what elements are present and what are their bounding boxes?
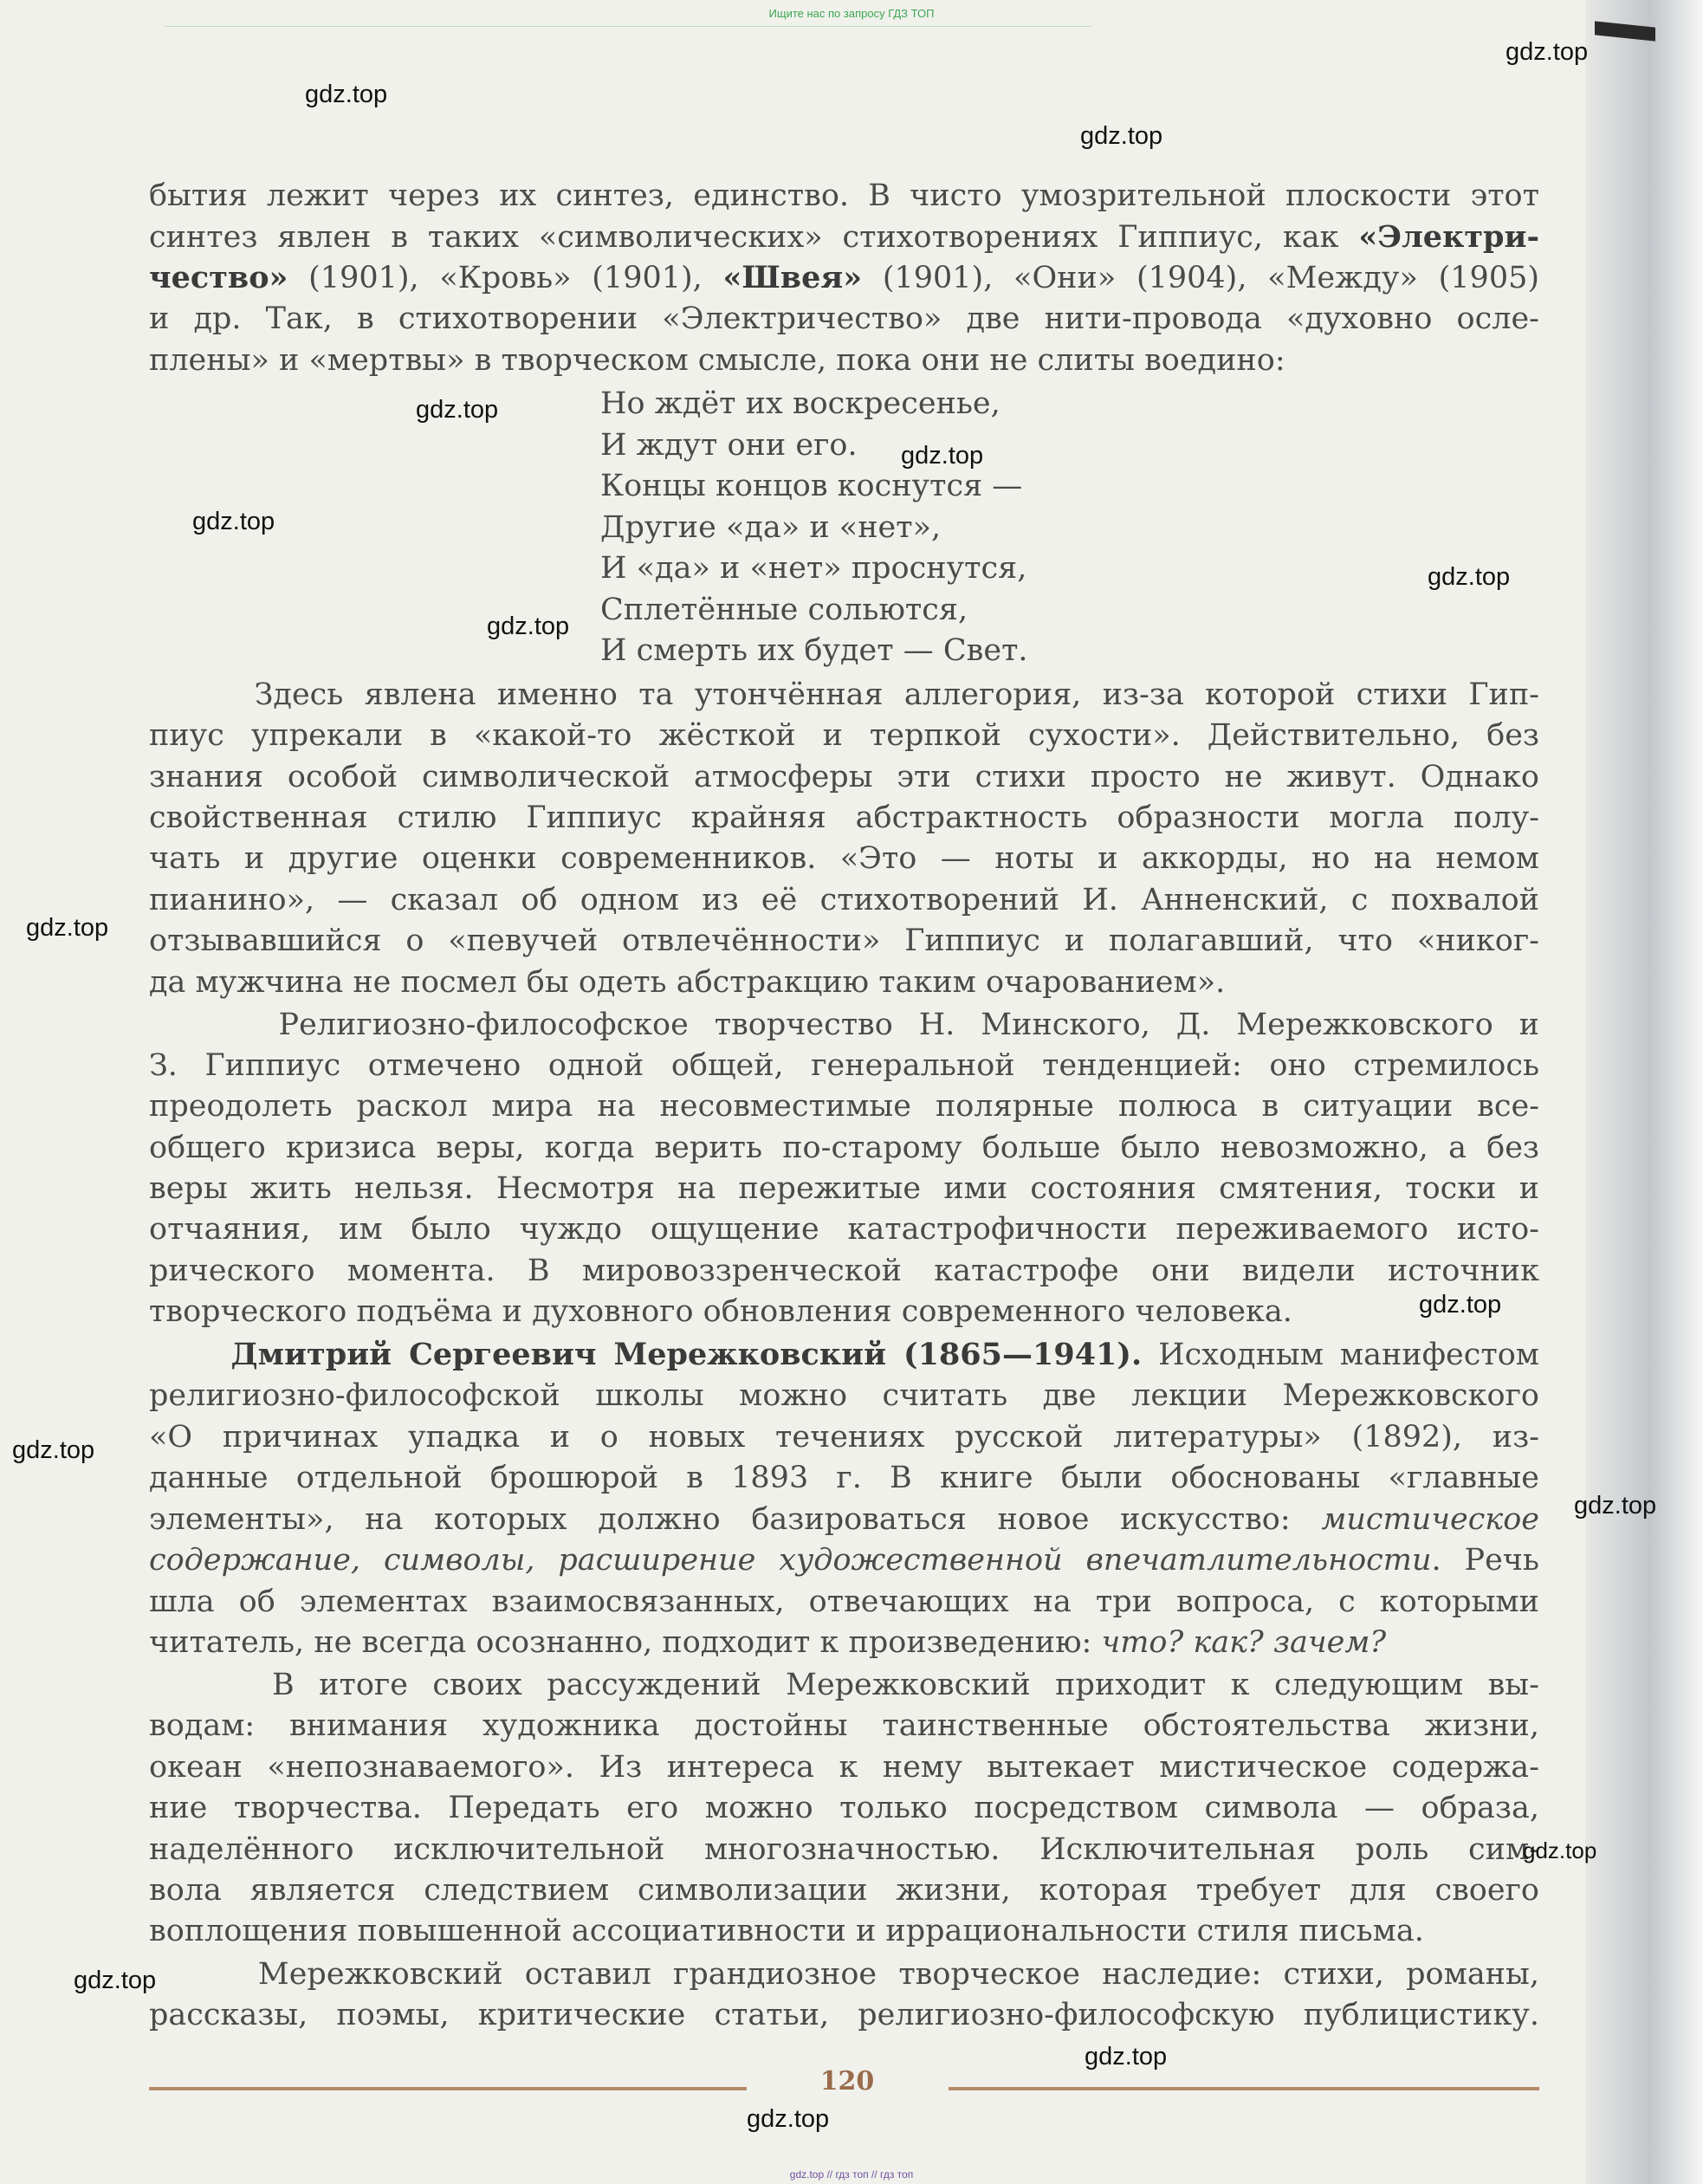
text-line [149, 178, 1539, 213]
text-line [149, 1914, 1539, 1948]
text-span [149, 1338, 231, 1372]
bold-text: Дмитрий Сергеевич Мережковский (1865—1941). [230, 1337, 1143, 1372]
header-search-note: Ищите нас по запросу ГДЗ ТОП [768, 7, 935, 20]
footer-rule-right [949, 2087, 1539, 2090]
text-line [149, 965, 1539, 1000]
text-line [149, 1171, 1539, 1206]
text-span: . Речь [1431, 1543, 1539, 1578]
text-span: и др. Так, в стихотворении «Электричество» две нити-провода «духовно осле- [149, 301, 1539, 336]
watermark: gdz.top [1419, 1291, 1502, 1319]
text-line [149, 1378, 1539, 1413]
text-span: свойственная стилю Гиппиус крайняя абстрактность образности могла полу- [149, 800, 1539, 835]
text-line [149, 1089, 1539, 1124]
text-span: Здесь явлена именно та утончённая аллегория, из-за которой стихи Гип- [149, 677, 1539, 712]
text-span: бытия лежит через их синтез, единство. В чисто умозрительной плоскости этот [149, 178, 1539, 213]
poem-line [600, 386, 1293, 421]
text-line [149, 677, 1539, 712]
text-span: плены» и «мертвы» в творческом смысле, пока они не слиты воедино: [149, 343, 1285, 378]
poem-line [600, 593, 1293, 627]
header-divider [165, 26, 1091, 27]
text-span: пианино», — сказал об одном из её стихотворений И. Анненский, с похвалой [149, 883, 1539, 917]
poem-line [600, 510, 1293, 545]
text-span: В итоге своих рассуждений Мережковский приходит к следующим вы- [149, 1668, 1539, 1702]
watermark: gdz.top [74, 1967, 157, 1994]
bold-text: «Швея» [722, 260, 863, 295]
watermark: gdz.top [26, 914, 109, 942]
watermark: gdz.top [1523, 1837, 1597, 1863]
text-span: З. Гиппиус отмечено одной общей, генеральной тенденцией: оно стремилось [149, 1048, 1539, 1083]
text-span: И ждут они его. [600, 428, 858, 463]
text-line [149, 1998, 1539, 2032]
poem-line [600, 469, 1293, 503]
text-span: да мужчина не посмел бы одеть абстракцию таким очарованием». [149, 965, 1226, 1000]
text-span: рассказы, поэмы, критические статьи, религиозно-философскую публицистику. [149, 1998, 1539, 2032]
watermark: gdz.top [901, 442, 984, 470]
text-line [149, 800, 1539, 835]
text-span: знания особой символической атмосферы эти стихи просто не живут. Однако [149, 760, 1539, 794]
text-line [149, 220, 1539, 255]
watermark: gdz.top [305, 81, 388, 108]
text-line [149, 261, 1539, 295]
text-span: «О причинах упадка и о новых течениях русской литературы» (1892), из- [149, 1420, 1539, 1455]
text-line [149, 1585, 1539, 1619]
text-span: отзывавшийся о «певучей отвлечённости» Гиппиус и полагавший, что «никог- [149, 924, 1539, 958]
text-span: (1901), «Кровь» (1901), [288, 261, 723, 295]
text-line [149, 1420, 1539, 1455]
text-span: общего кризиса веры, когда верить по-старому больше было невозможно, а без [149, 1131, 1539, 1165]
footer-note: gdz.top // гдз топ // гдз топ [789, 2168, 914, 2181]
text-line [149, 718, 1539, 753]
text-span: вола является следствием символизации жизни, которая требует для своего [149, 1873, 1539, 1908]
text-span: читатель, не всегда осознанно, подходит к произведению: [149, 1625, 1102, 1660]
text-line [149, 1008, 1539, 1042]
text-span: шла об элементах взаимосвязанных, отвечающих на три вопроса, с которыми [149, 1585, 1539, 1619]
text-line [149, 1668, 1539, 1702]
text-span: элементы», на которых должно базироваться новое искусство: [149, 1502, 1322, 1537]
watermark: gdz.top [416, 396, 499, 424]
text-line [149, 1338, 1539, 1372]
book-gutter-shadow [1585, 0, 1703, 2184]
poem-line [600, 633, 1293, 668]
watermark: gdz.top [1085, 2043, 1168, 2071]
text-line [149, 1708, 1539, 1743]
text-span: Религиозно-философское творчество Н. Минского, Д. Мережковского и [149, 1008, 1539, 1042]
text-line [149, 1294, 1539, 1329]
poem-line [600, 551, 1293, 586]
text-span: чать и другие оценки современников. «Это — ноты и аккорды, но на немом [149, 841, 1539, 876]
watermark: gdz.top [192, 508, 275, 535]
text-span: наделённого исключительной многозначностью. Исключительная роль сим- [149, 1832, 1539, 1867]
text-line [149, 1131, 1539, 1165]
text-span: Но ждёт их воскресенье, [600, 386, 1000, 421]
text-span: отчаяния, им было чуждо ощущение катастрофичности переживаемого исто- [149, 1212, 1539, 1247]
text-span: И «да» и «нет» проснутся, [600, 551, 1027, 586]
text-span: преодолеть раскол мира на несовместимые полярные полюса в ситуации все- [149, 1089, 1539, 1124]
watermark: gdz.top [487, 612, 570, 640]
text-line [149, 924, 1539, 958]
text-span: Другие «да» и «нет», [600, 510, 942, 545]
text-line [149, 301, 1539, 336]
text-span: воплощения повышенной ассоциативности и иррациональности стиля письма. [149, 1914, 1424, 1948]
text-line [149, 1957, 1539, 1992]
text-span: Концы концов коснутся — [600, 469, 1023, 503]
text-line [149, 1750, 1539, 1785]
text-span: Исходным манифестом [1142, 1338, 1539, 1372]
text-line [149, 1461, 1539, 1495]
text-line [149, 1873, 1539, 1908]
watermark: gdz.top [1428, 563, 1511, 591]
text-span: творческого подъёма и духовного обновления современного человека. [149, 1294, 1292, 1329]
italic-text: мистическое [1321, 1502, 1539, 1537]
text-span: Сплетённые сольются, [600, 593, 968, 627]
text-line [149, 1048, 1539, 1083]
text-span: данные отдельной брошюрой в 1893 г. В книге были обоснованы «главные [149, 1461, 1539, 1495]
watermark: gdz.top [747, 2105, 830, 2133]
watermark: gdz.top [1080, 122, 1163, 150]
bold-text: чество» [149, 260, 288, 295]
watermark: gdz.top [12, 1436, 95, 1464]
text-line [149, 1791, 1539, 1825]
text-span: ние творчества. Передать его можно только посредством символа — образа, [149, 1791, 1539, 1825]
text-span: веры жить нельзя. Несмотря на пережитые ими состояния смятения, тоски и [149, 1171, 1539, 1206]
text-line [149, 1625, 1539, 1660]
text-line [149, 1832, 1539, 1867]
italic-text: содержание, символы, расширение художественной впечатлительности [149, 1543, 1432, 1578]
text-line [149, 1543, 1539, 1578]
text-line [149, 1212, 1539, 1247]
text-line [149, 343, 1539, 378]
text-span: (1901), «Они» (1904), «Между» (1905) [862, 261, 1540, 295]
page-number: 120 [819, 2066, 875, 2097]
text-span: рического момента. В мировоззренческой катастрофе они видели источник [149, 1254, 1539, 1288]
footer-rule-left [149, 2087, 747, 2090]
text-span: И смерть их будет — Свет. [600, 633, 1028, 668]
watermark: gdz.top [1506, 38, 1589, 66]
text-span: синтез явлен в таких «символических» стихотворениях Гиппиус, как [149, 220, 1359, 255]
text-line [149, 760, 1539, 794]
text-span: религиозно-философской школы можно считать две лекции Мережковского [149, 1378, 1539, 1413]
text-line [149, 883, 1539, 917]
italic-text: что? как? зачем? [1101, 1625, 1387, 1660]
text-line [149, 1254, 1539, 1288]
text-span: океан «непознаваемого». Из интереса к нему вытекает мистическое содержа- [149, 1750, 1539, 1785]
text-line [149, 841, 1539, 876]
bold-text: «Электри- [1358, 219, 1539, 255]
text-line [149, 1502, 1539, 1537]
text-span: водам: внимания художника достойны таинственные обстоятельства жизни, [149, 1708, 1539, 1743]
watermark: gdz.top [1574, 1492, 1657, 1520]
text-span: пиус упрекали в «какой-то жёсткой и терпкой сухости». Действительно, без [149, 718, 1539, 753]
text-span: Мережковский оставил грандиозное творческое наследие: стихи, романы, [149, 1957, 1539, 1992]
